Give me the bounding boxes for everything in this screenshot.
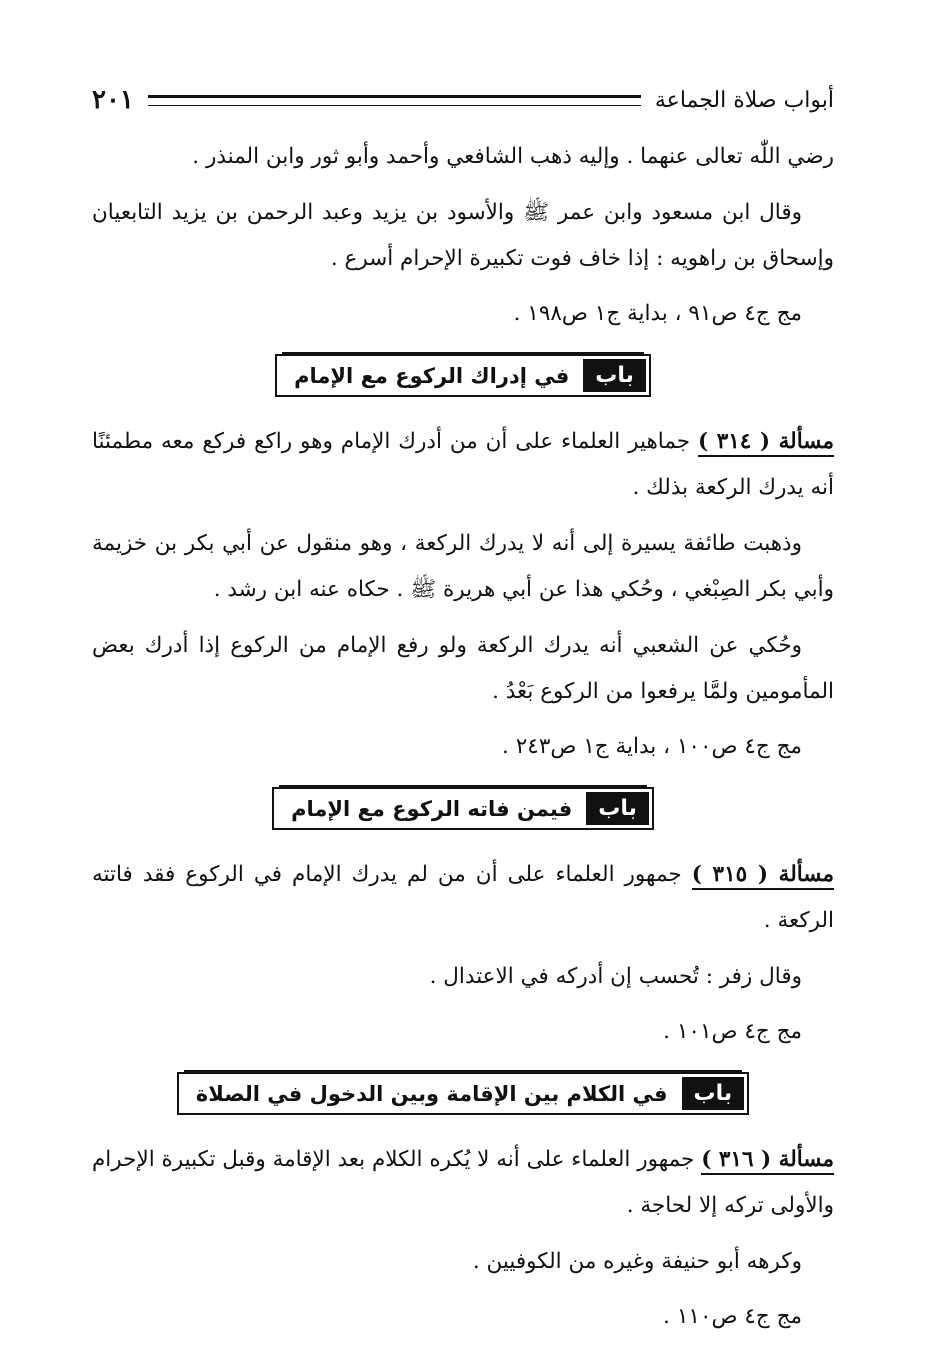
issue-text: جمهور العلماء على أنه لا يُكره الكلام بعد الإقامة وقبل تكبيرة الإحرام والأولى تركه إلا لحاجة . [92, 1147, 834, 1218]
reference-line: مج ج٤ ص٩١ ، بداية ج١ ص١٩٨ . [513, 301, 802, 326]
chapter-heading [177, 1072, 749, 1115]
reference-line: مج ج٤ ص١١٠ . [663, 1304, 802, 1329]
chapter-tag: باب [586, 792, 649, 825]
chapter-heading-wrap [92, 787, 834, 830]
chapter-tag: باب [583, 359, 646, 392]
chapter-tag: باب [682, 1077, 745, 1110]
chapter-heading-wrap [92, 1072, 834, 1115]
issue-text: جمهور العلماء على أن من لم يدرك الإمام في الركوع فقد فاتته الركعة . [92, 862, 834, 933]
issue-label: مسألة ( ٣١٤ ) [698, 429, 834, 457]
reference-line: مج ج٤ ص١٠٠ ، بداية ج١ ص٢٤٣ . [502, 734, 802, 759]
chapter-heading [275, 354, 651, 397]
issue-text: جماهير العلماء على أن من أدرك الإمام وهو راكع فركع معه مطمئنًا أنه يدرك الركعة بذلك . [92, 429, 834, 500]
chapter-heading-wrap [92, 354, 834, 397]
intro-paragraph: رضي اللّٰه تعالى عنهما . وإليه ذهب الشافعي وأحمد وأبو ثور وابن المنذر . [192, 144, 834, 169]
body-paragraph: وحُكي عن الشعبي أنه يدرك الركعة ولو رفع الإمام من الركوع إذا أدرك بعض المأمومين ولمَّا يرفعوا من الركوع بَعْدُ . [92, 633, 834, 704]
intro-paragraph: وقال ابن مسعود وابن عمر ﷺ والأسود بن يزيد وعبد الرحمن بن يزيد التابعيان وإسحاق بن راهويه : إذا خاف فوت تكبيرة الإحرام أسرع . [92, 200, 834, 271]
body-paragraph: وقال زفر : تُحسب إن أدركه في الاعتدال . [429, 964, 802, 989]
issue-label: مسألة ( ٣١٥ ) [692, 862, 834, 890]
issue-paragraph [92, 1137, 834, 1229]
page-number: ٢٠١ [92, 85, 134, 115]
header-rule [148, 95, 641, 106]
reference-line: مج ج٤ ص١٠١ . [663, 1019, 802, 1044]
chapter-title: في إدراك الركوع مع الإمام [294, 363, 570, 388]
page-header [92, 80, 834, 120]
body-paragraph: وذهبت طائفة يسيرة إلى أنه لا يدرك الركعة ، وهو منقول عن أبي بكر بن خزيمة وأبي بكر الصِبْغي ، وحُكي هذا عن أبي هريرة ﷺ . حكاه عنه ابن رشد . [92, 531, 834, 602]
chapter-heading [272, 787, 654, 830]
body-paragraph: وكرهه أبو حنيفة وغيره من الكوفيين . [472, 1249, 802, 1274]
issue-paragraph [92, 419, 834, 511]
chapter-title: في الكلام بين الإقامة وبين الدخول في الصلاة [195, 1081, 668, 1106]
page-body [92, 134, 834, 1357]
running-title: أبواب صلاة الجماعة [654, 87, 834, 113]
chapter-title: فيمن فاته الركوع مع الإمام [291, 796, 573, 821]
issue-label: مسألة ( ٣١٦ ) [701, 1147, 834, 1175]
issue-paragraph [92, 852, 834, 944]
